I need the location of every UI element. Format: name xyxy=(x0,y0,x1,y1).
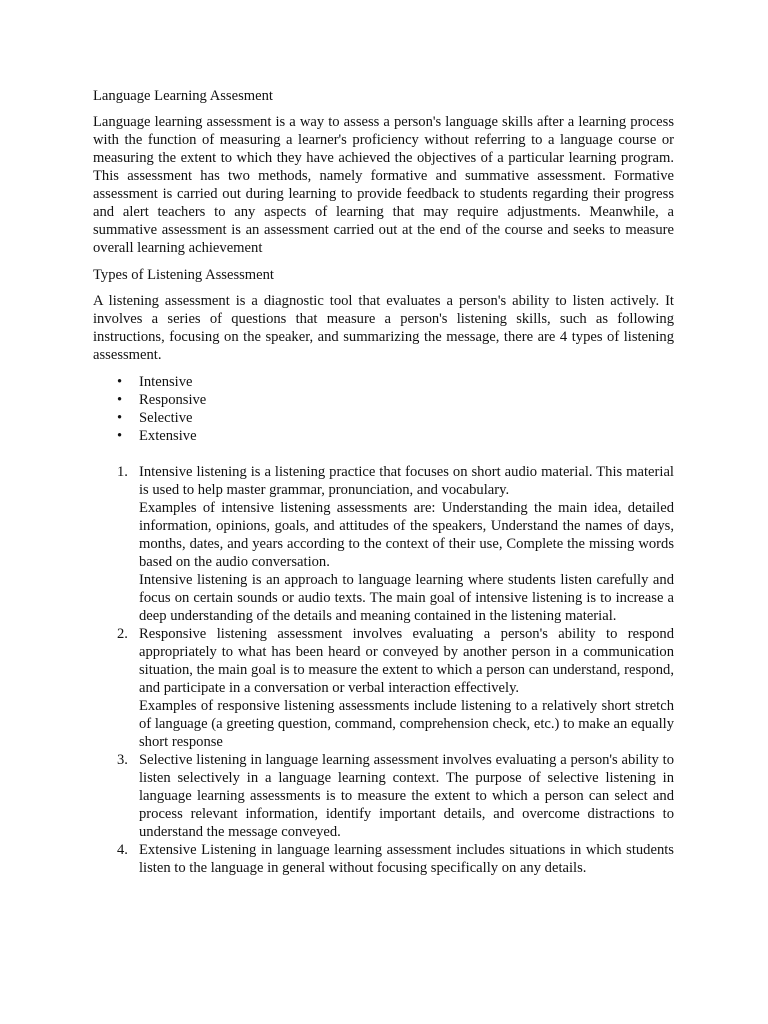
numbered-item-selective xyxy=(93,751,674,841)
bullet-list xyxy=(93,373,674,445)
bullet-text: Extensive xyxy=(139,428,197,444)
bullet-item xyxy=(93,391,674,409)
numbered-paragraph: Intensive listening is a listening practice that focuses on short audio material. This material is used to help master grammar, pronunciation, and vocabulary. xyxy=(139,464,674,498)
numbered-item-extensive xyxy=(93,841,674,877)
section-title-assessment: Language Learning Assesment xyxy=(93,88,273,104)
list-number: 4. xyxy=(117,842,128,858)
bullet-marker: • xyxy=(117,374,123,390)
numbered-item-intensive xyxy=(93,463,674,625)
bullet-marker: • xyxy=(117,410,123,426)
bullet-item xyxy=(93,427,674,445)
bullet-marker: • xyxy=(117,392,123,408)
section-title-listening-types: Types of Listening Assessment xyxy=(93,267,274,283)
numbered-paragraph: Extensive Listening in language learning assessment includes situations in which students listen to the language in general without focusing specifically on any details. xyxy=(139,842,674,876)
numbered-paragraph: Examples of intensive listening assessments are: Understanding the main idea, detailed information, opinions, goals, and attitudes of the speakers, Understand the names of days, months, dates, and years according to the context of their use, Complete the missing words based on the audio conversation. xyxy=(139,500,674,570)
bullet-text: Selective xyxy=(139,410,193,426)
numbered-paragraph: Intensive listening is an approach to language learning where students listen carefully and focus on certain sounds or audio texts. The main goal of intensive listening is to increase a deep understanding of the details and meaning contained in the listening material. xyxy=(139,572,674,624)
list-number: 3. xyxy=(117,752,128,768)
numbered-paragraph: Responsive listening assessment involves evaluating a person's ability to respond appropriately to what has been heard or conveyed by another person in a communication situation, the main goal is to measure the extent to which a person can understand, respond, and participate in a conversation or verbal interaction effectively. xyxy=(139,626,674,696)
numbered-item-responsive xyxy=(93,625,674,751)
listening-paragraph: A listening assessment is a diagnostic tool that evaluates a person's ability to listen actively. It involves a series of questions that measure a person's listening skills, such as following instructions, focusing on the speaker, and summarizing the message, there are 4 types of listening assessment. xyxy=(93,293,674,363)
bullet-item xyxy=(93,373,674,391)
bullet-item xyxy=(93,409,674,427)
list-number: 1. xyxy=(117,464,128,480)
numbered-paragraph: Examples of responsive listening assessments include listening to a relatively short stretch of language (a greeting question, command, comprehension check, etc.) to make an equally short response xyxy=(139,698,674,750)
numbered-paragraph: Selective listening in language learning assessment involves evaluating a person's ability to listen selectively in a language learning context. The purpose of selective listening in language learning assessments is to measure the extent to which a person can select and process relevant information, identify important details, and overcome distractions to understand the message conveyed. xyxy=(139,752,674,840)
bullet-text: Responsive xyxy=(139,392,207,408)
bullet-marker: • xyxy=(117,428,123,444)
list-number: 2. xyxy=(117,626,128,642)
assessment-paragraph: Language learning assessment is a way to assess a person's language skills after a learning process with the function of measuring a learner's proficiency without referring to a language course or measuring the extent to which they have achieved the objectives of a particular learning program. This assessment has two methods, namely formative and summative assessment. Formative assessment is carried out during learning to provide feedback to students regarding their progress and alert teachers to any aspects of learning that may require adjustments. Meanwhile, a summative assessment is an assessment carried out at the end of the course and seeks to measure overall learning achievement xyxy=(93,114,674,256)
numbered-list xyxy=(93,463,674,877)
bullet-text: Intensive xyxy=(139,374,193,390)
document-page xyxy=(93,87,674,877)
